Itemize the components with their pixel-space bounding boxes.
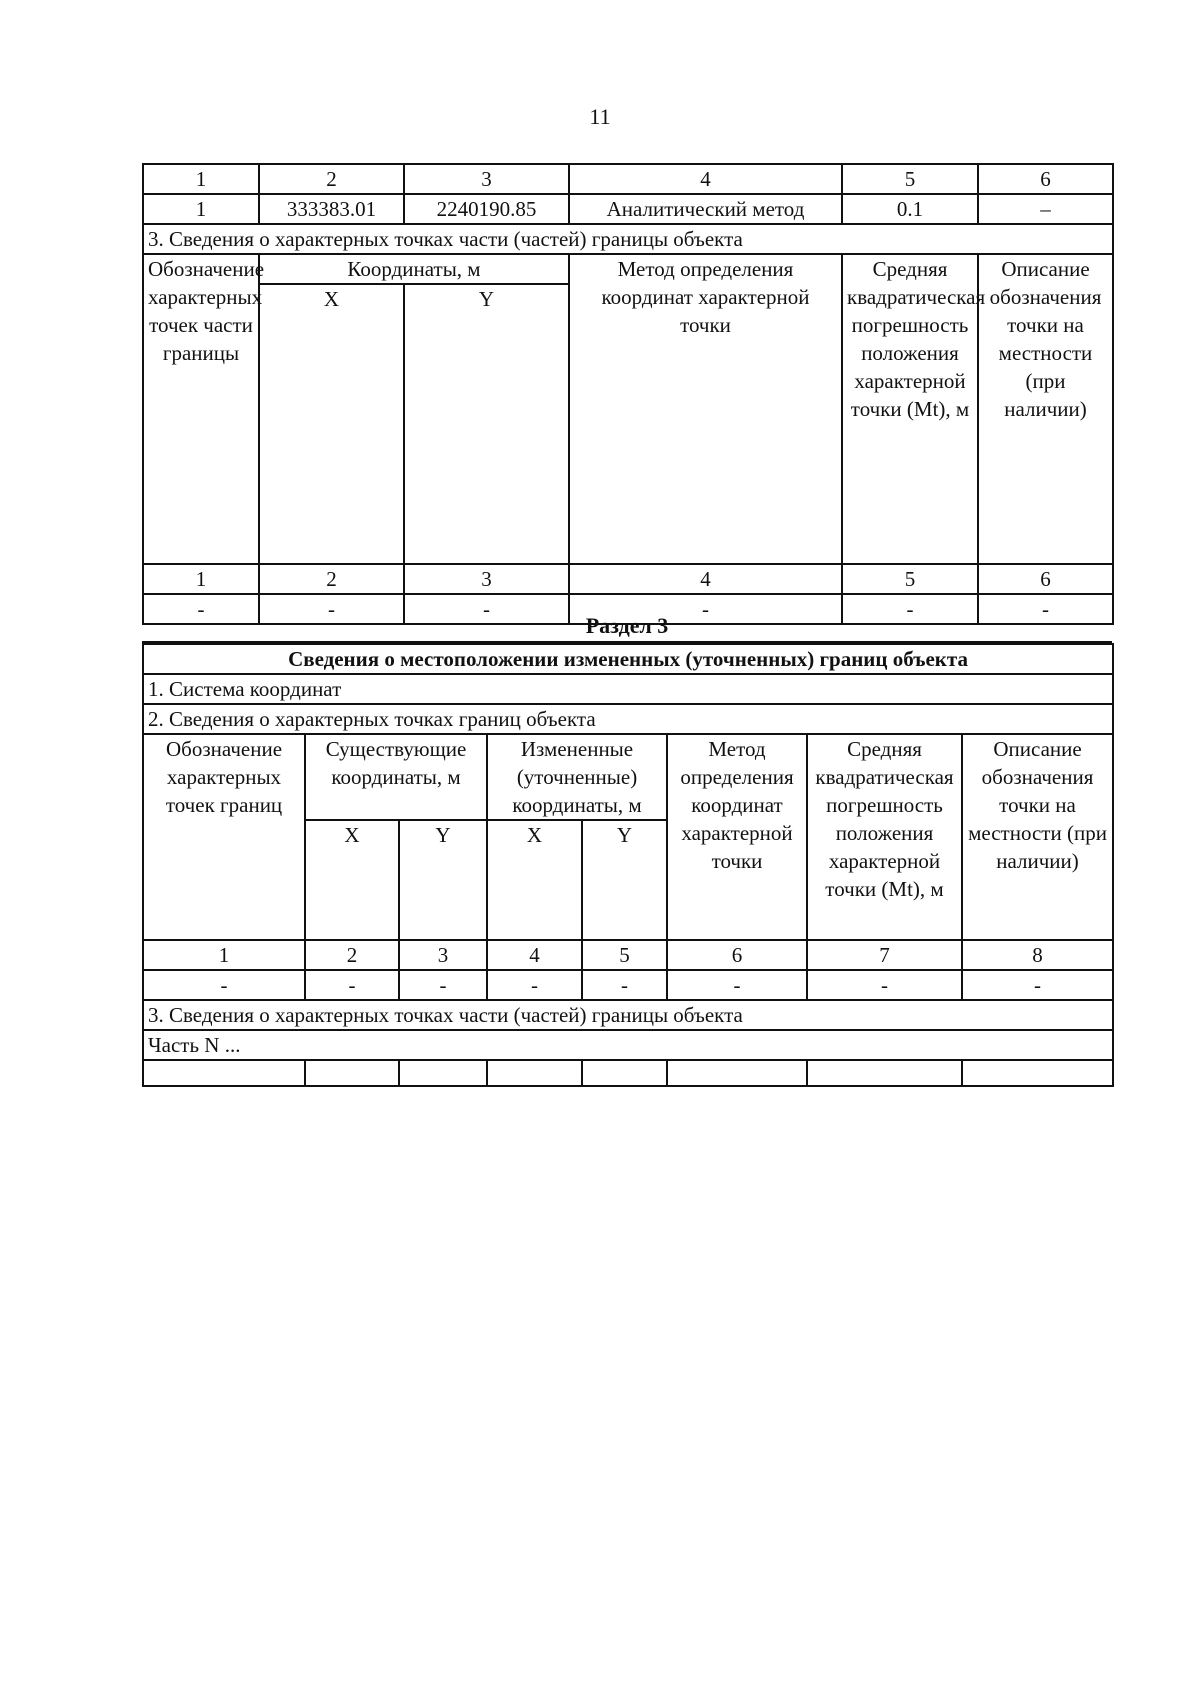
col-num-cell: 1: [143, 940, 305, 970]
empty-cell: -: [807, 970, 962, 1000]
description-cell: –: [978, 194, 1113, 224]
error-header: Средняя квадратическая погрешность положения характерной точки (Mt), м: [842, 254, 978, 564]
method-cell: Аналитический метод: [569, 194, 842, 224]
col-num-cell: 4: [569, 164, 842, 194]
col-num-cell: 1: [143, 164, 259, 194]
parts-heading: 3. Сведения о характерных точках части (частей) границы объекта: [143, 1000, 1113, 1030]
description-header: Описание обозначения точки на местности (при наличии): [978, 254, 1113, 564]
y-header: Y: [582, 820, 667, 940]
x-header: X: [259, 284, 404, 564]
empty-cell: -: [143, 594, 259, 624]
col-num-cell: 4: [569, 564, 842, 594]
blank-cell: [962, 1060, 1113, 1086]
section-heading: 3. Сведения о характерных точках части (частей) границы объекта: [143, 224, 1113, 254]
column-number-row: [143, 164, 1113, 194]
blank-cell: [667, 1060, 807, 1086]
table-row: [143, 1060, 1113, 1086]
section-title: Раздел 3: [585, 613, 669, 638]
designation-header: Обозначение характерных точек части границы: [143, 254, 259, 564]
part-label: Часть N ...: [143, 1030, 1113, 1060]
column-number-row: [143, 940, 1113, 970]
points-heading: 2. Сведения о характерных точках границ объекта: [143, 704, 1113, 734]
col-num-cell: 2: [259, 164, 404, 194]
empty-cell: -: [399, 970, 487, 1000]
coordinates-header: Координаты, м: [259, 254, 569, 284]
error-header: Средняя квадратическая погрешность положения характерной точки (Mt), м: [807, 734, 962, 940]
empty-cell: -: [487, 970, 582, 1000]
table-row: [143, 970, 1113, 1000]
col-num-cell: 3: [404, 564, 569, 594]
col-num-cell: 2: [259, 564, 404, 594]
error-cell: 0.1: [842, 194, 978, 224]
changed-coordinates-header: Измененные (уточненные) координаты, м: [487, 734, 667, 820]
column-number-row: [143, 564, 1113, 594]
empty-cell: -: [404, 594, 569, 624]
empty-cell: -: [978, 594, 1113, 624]
col-num-cell: 2: [305, 940, 399, 970]
method-header: Метод определения координат характерной точки: [569, 254, 842, 564]
x-coordinate-cell: 333383.01: [259, 194, 404, 224]
table-subtitle: Сведения о местоположении измененных (уточненных) границ объекта: [143, 644, 1113, 674]
empty-cell: -: [305, 970, 399, 1000]
x-header: X: [487, 820, 582, 940]
empty-cell: -: [962, 970, 1113, 1000]
empty-cell: -: [143, 970, 305, 1000]
col-num-cell: 5: [842, 564, 978, 594]
col-num-cell: 3: [399, 940, 487, 970]
blank-cell: [305, 1060, 399, 1086]
blank-cell: [143, 1060, 305, 1086]
empty-cell: -: [259, 594, 404, 624]
boundary-points-table: [142, 163, 1114, 625]
page-number: 11: [589, 104, 611, 129]
col-num-cell: 5: [582, 940, 667, 970]
changed-boundaries-table: [142, 643, 1114, 1087]
y-header: Y: [399, 820, 487, 940]
point-designation-cell: 1: [143, 194, 259, 224]
col-num-cell: 3: [404, 164, 569, 194]
blank-cell: [399, 1060, 487, 1086]
empty-cell: -: [582, 970, 667, 1000]
y-header: Y: [404, 284, 569, 564]
empty-cell: -: [569, 594, 842, 624]
col-num-cell: 8: [962, 940, 1113, 970]
method-header: Метод определения координат характерной точки: [667, 734, 807, 940]
designation-header: Обозначение характерных точек границ: [143, 734, 305, 940]
y-coordinate-cell: 2240190.85: [404, 194, 569, 224]
blank-cell: [582, 1060, 667, 1086]
empty-cell: -: [667, 970, 807, 1000]
empty-cell: -: [842, 594, 978, 624]
x-header: X: [305, 820, 399, 940]
col-num-cell: 6: [667, 940, 807, 970]
description-header: Описание обозначения точки на местности (при наличии): [962, 734, 1113, 940]
coordinate-system-row: 1. Система координат: [143, 674, 1113, 704]
col-num-cell: 6: [978, 564, 1113, 594]
col-num-cell: 1: [143, 564, 259, 594]
col-num-cell: 4: [487, 940, 582, 970]
col-num-cell: 7: [807, 940, 962, 970]
col-num-cell: 6: [978, 164, 1113, 194]
existing-coordinates-header: Существующие координаты, м: [305, 734, 487, 820]
table-row: [143, 194, 1113, 224]
col-num-cell: 5: [842, 164, 978, 194]
blank-cell: [487, 1060, 582, 1086]
blank-cell: [807, 1060, 962, 1086]
